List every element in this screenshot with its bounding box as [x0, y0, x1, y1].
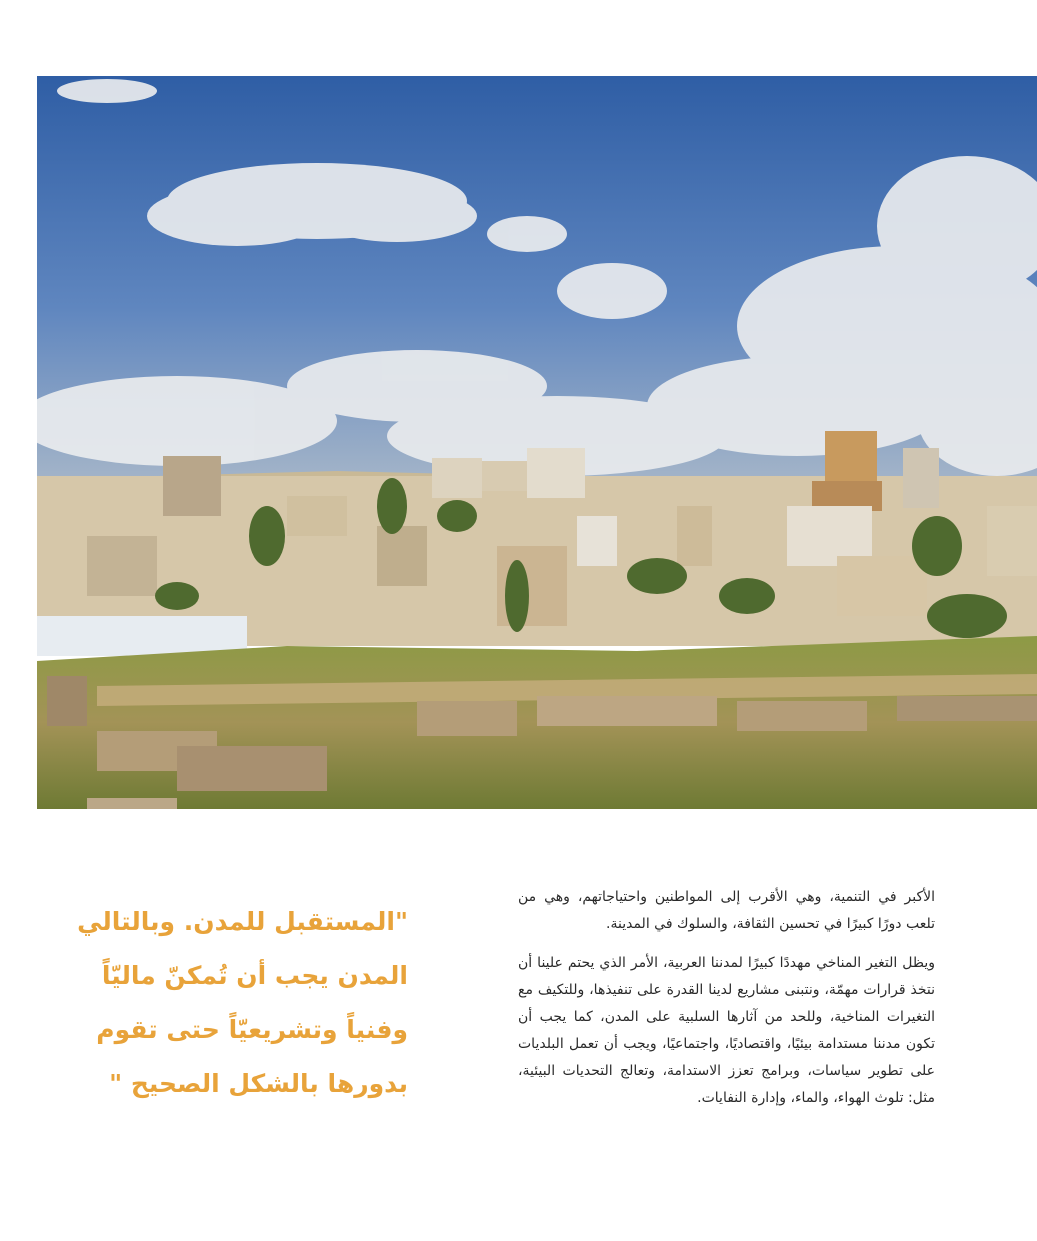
pull-quote-line: "المستقبل للمدن. وبالتالي	[77, 907, 408, 936]
article-paragraph: الأكبر في التنمية، وهي الأقرب إلى المواطنين واحتياجاتهم، وهي من تلعب دورًا كبيرًا في تحسين الثقافة، والسلوك في المدينة.	[518, 889, 935, 932]
article-paragraph: ويظل التغير المناخي مهددًا كبيرًا لمدننا العربية، الأمر الذي يحتم علينا أن نتخذ قرارات مهمّة، ونتبنى مشاريع لدينا القدرة على تنفيذها، وللتكيف مع التغيرات المناخية، وللحد من آثارها السلبية على المدن، كما يجب أن تكون مدننا مستدامة بيئيًا، واقتصاديًا، واجتماعيًا، ويجب أن تعمل البلديات على تطوير سياسات، وبرامج تعزز الاستدامة، وتعالج التحديات البيئية، مثل: تلوث الهواء، والماء، وإدارة النفايات.	[518, 955, 935, 1106]
pull-quote-line: المدن يجب أن تُمكنّ ماليّاً	[101, 961, 408, 990]
pull-quote	[72, 895, 408, 1111]
city-skyline-photo	[37, 76, 1037, 809]
article-body	[518, 884, 935, 1124]
pull-quote-line: وفنياً وتشريعيّاً حتى تقوم	[96, 1015, 408, 1044]
pull-quote-line: بدورها بالشكل الصحيح "	[109, 1069, 408, 1098]
photo-illustration	[37, 76, 1037, 809]
